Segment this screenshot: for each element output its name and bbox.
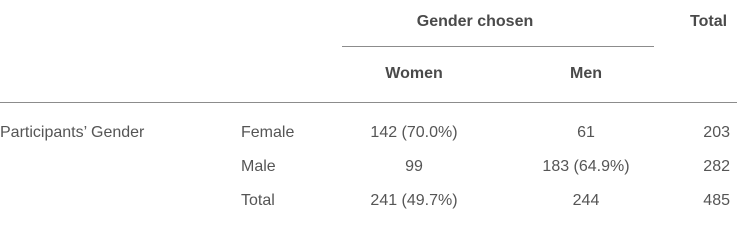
group-header-rule — [342, 46, 654, 47]
cell-male-men: 183 (64.9%) — [542, 158, 630, 175]
cell-female-men: 61 — [577, 124, 595, 141]
cell-total-men: 244 — [572, 192, 600, 209]
cell-male-total: 282 — [703, 158, 730, 175]
header-total: Total — [690, 13, 728, 30]
header-women: Women — [385, 65, 443, 82]
cell-total-women: 241 (49.7%) — [370, 192, 458, 209]
cell-female-total: 203 — [703, 124, 730, 141]
header-gender-chosen: Gender chosen — [416, 13, 534, 30]
header-men: Men — [570, 65, 602, 82]
cell-male-women: 99 — [405, 158, 423, 175]
row-label-male: Male — [241, 158, 276, 175]
cell-total-total: 485 — [703, 192, 730, 209]
row-label-total: Total — [241, 192, 275, 209]
cell-female-women: 142 (70.0%) — [370, 124, 458, 141]
row-group-label: Participants’ Gender — [0, 124, 145, 141]
header-bottom-rule — [0, 102, 737, 103]
row-label-female: Female — [241, 124, 295, 141]
